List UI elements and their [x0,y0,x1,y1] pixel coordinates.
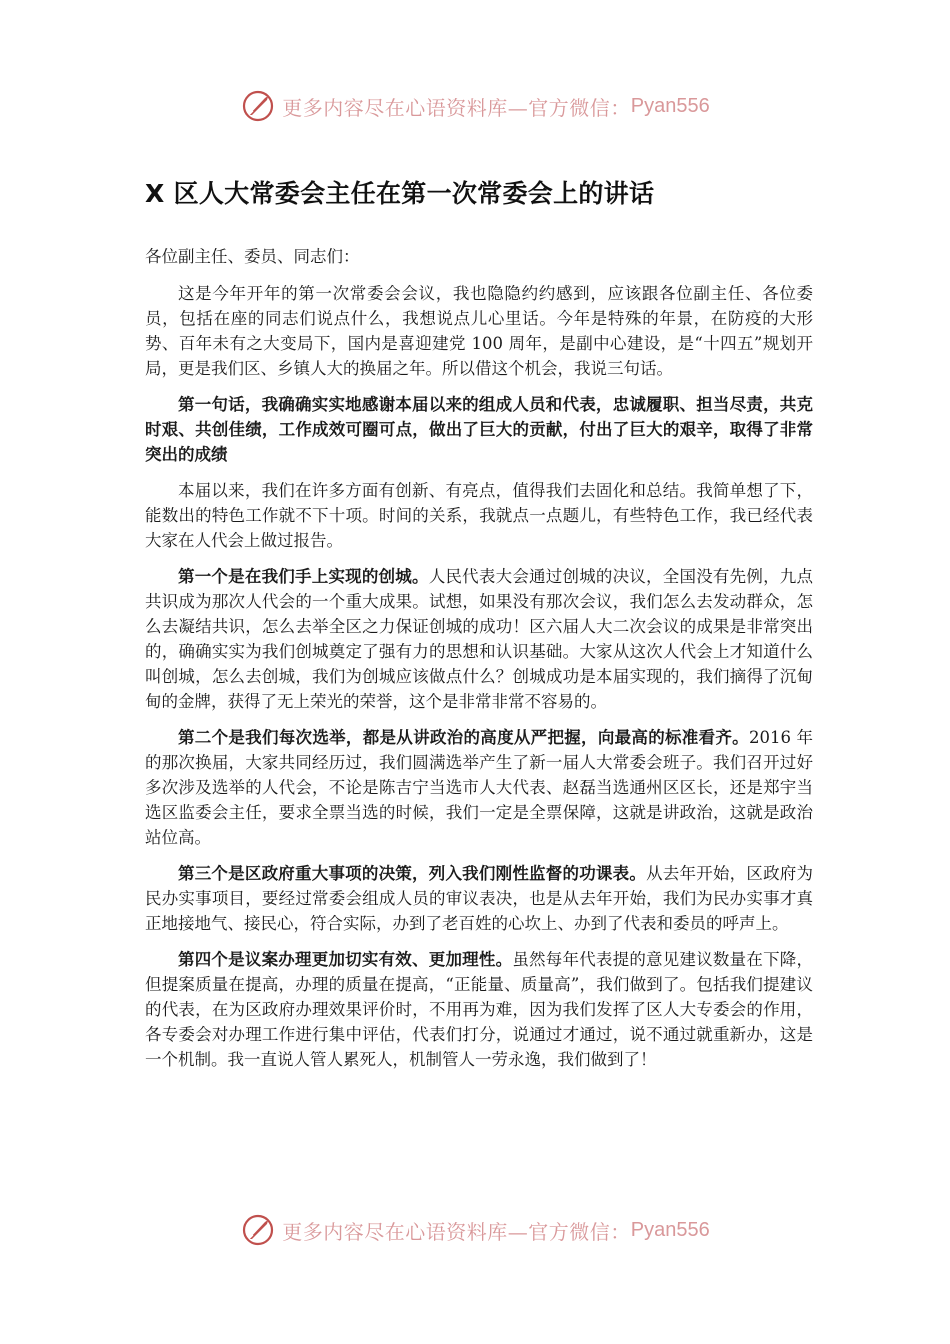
paragraph-point-4 [145,947,813,1072]
document-title: X 区人大常委会主任在第一次常委会上的讲话 [145,179,655,208]
watermark-wechat-id: Pyan556 [630,94,710,117]
watermark-footer [0,1208,950,1252]
section-heading-first-sentence: 第一句话，我确确实实地感谢本届以来的组成人员和代表，忠诚履职、担当尽责，共克时艰、共创佳绩，工作成效可圈可点，做出了巨大的贡献，付出了巨大的艰辛，取得了非常突出的成绩 [145,395,813,464]
point-1-text: 人民代表大会通过创城的决议，全国没有先例，九点共识成为那次人代会的一个重大成果。试想，如果没有那次会议，我们怎么去发动群众，怎么去凝结共识，怎么去举全区之力保证创城的成功！区六届人大二次会议的成果是非常突出的，确确实实为我们创城奠定了强有力的思想和认识基础。大家从这次人代会上才知道什么叫创城，怎么去创城，我们为创城应该做点什么？创城成功是本届实现的，我们摘得了沉甸甸的金牌，获得了无上荣光的荣誉，这个是非常非常不容易的。 [145,567,814,711]
watermark-text: 更多内容尽在心语资料库—官方微信： [282,1219,631,1244]
quill-logo-icon [240,88,276,124]
point-4-text: 虽然每年代表提的意见建议数量在下降，但提案质量在提高，办理的质量在提高，“正能量、质量高”，我们做到了。包括我们提建议的代表，在为区政府办理效果评价时，不用再为难，因为我们发挥了区人大专委会的作用，各专委会对办理工作进行集中评估，代表们打分，说通过才通过，说不通过就重新办，这是一个机制。我一直说人管人累死人，机制管人一劳永逸，我们做到了！ [145,950,814,1069]
paragraph-overview: 本届以来，我们在许多方面有创新、有亮点，值得我们去固化和总结。我简单想了下，能数出的特色工作就不下十项。时间的关系，我就点一点题儿，有些特色工作，我已经代表大家在人代会上做过报告。 [145,481,813,550]
point-2-lead: 第二个是我们每次选举，都是从讲政治的高度从严把握，向最高的标准看齐。 [178,728,749,747]
paragraph-point-1 [145,564,813,714]
paragraph-intro: 这是今年开年的第一次常委会会议，我也隐隐约约感到，应该跟各位副主任、各位委员，包括在座的同志们说点什么，我想说点儿心里话。今年是特殊的年景，在防疫的大形势、百年未有之大变局下，国内是喜迎建党 100 周年，是副中心建设，是“十四五”规划开局，更是我们区、乡镇人大的换届之年。所以借这个机会，我说三句话。 [145,284,813,378]
point-4-lead: 第四个是议案办理更加切实有效、更加理性。 [178,950,513,969]
point-1-lead: 第一个是在我们手上实现的创城。 [178,567,429,586]
paragraph-point-3 [145,861,813,936]
point-3-lead: 第三个是区政府重大事项的决策，列入我们刚性监督的功课表。 [178,864,647,883]
point-2-text: 2016 年的那次换届，大家共同经历过，我们圆满选举产生了新一届人大常委会班子。我们召开过好多次涉及选举的人代会，不论是陈吉宁当选市人大代表、赵磊当选通州区区长，还是郑宇当选区监委会主任，要求全票当选的时候，我们一定是全票保障，这就是讲政治，这就是政治站位高。 [145,728,813,847]
watermark-text: 更多内容尽在心语资料库—官方微信： [282,95,631,120]
quill-logo-icon [240,1212,276,1248]
salutation: 各位副主任、委员、同志们： [145,247,360,266]
document-body [145,172,813,1083]
point-3-text: 从去年开始，区政府为民办实事项目，要经过常委会组成人员的审议表决，也是从去年开始，我们为民办实事才真正地接地气、接民心，符合实际，办到了老百姓的心坎上、办到了代表和委员的呼声上。 [145,864,814,933]
paragraph-point-2 [145,725,813,850]
watermark-wechat-id: Pyan556 [630,1218,710,1241]
watermark-header [0,84,950,128]
